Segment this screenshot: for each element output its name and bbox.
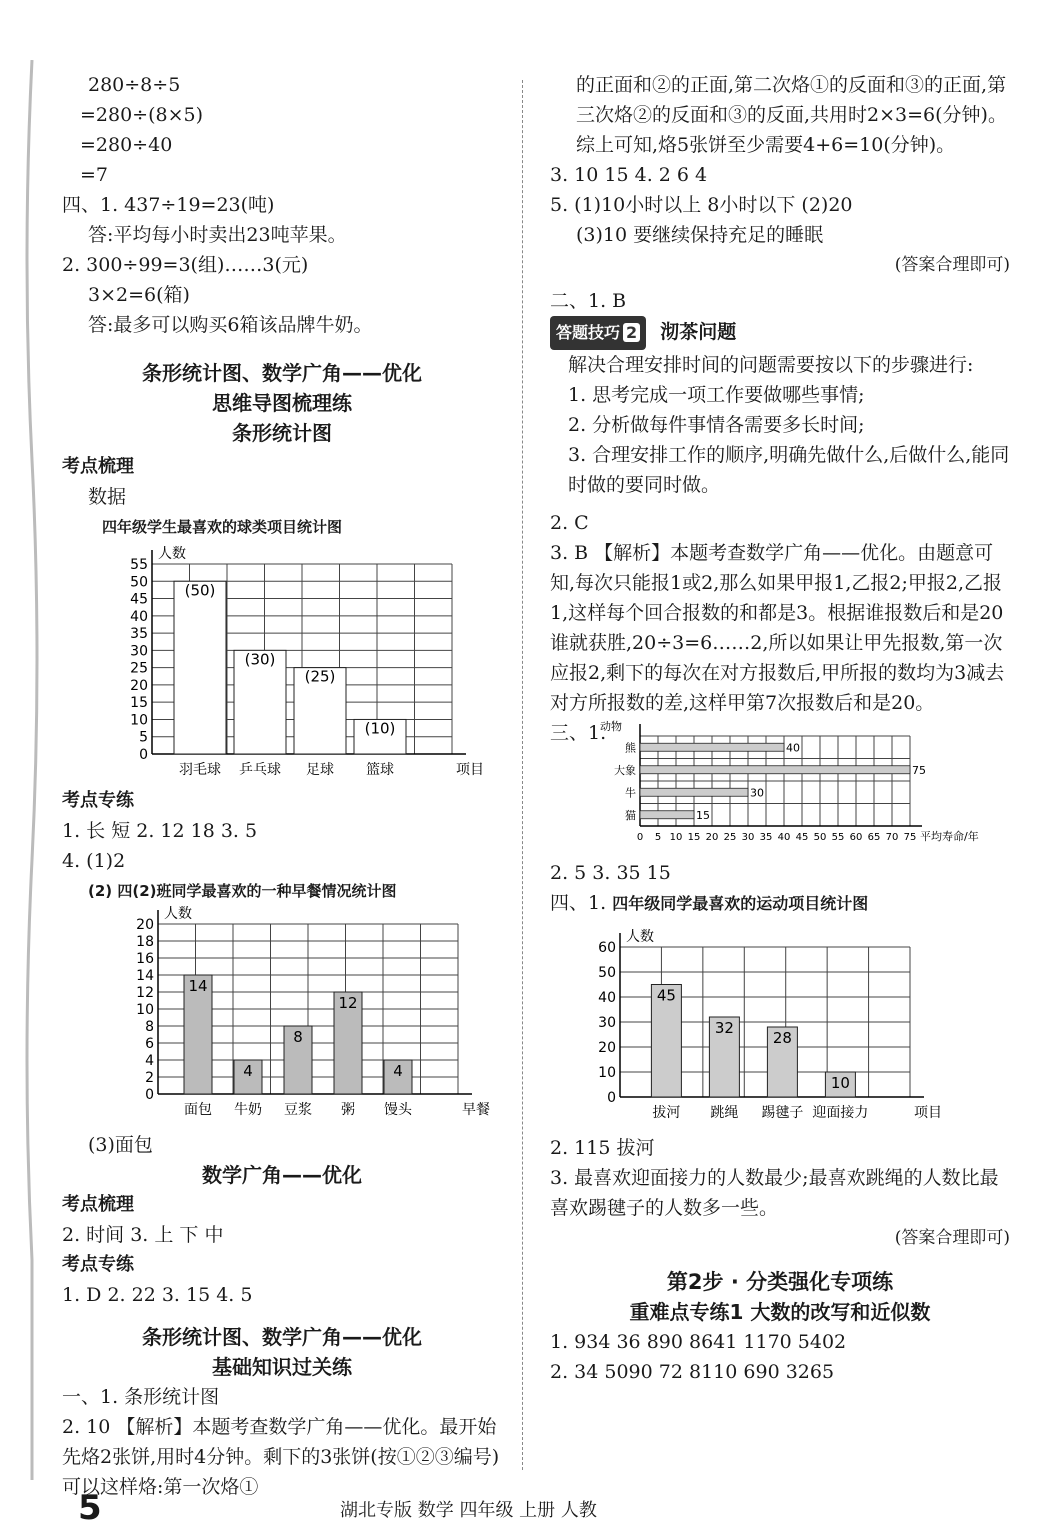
calc-line: 280÷8÷5 <box>88 74 181 96</box>
x-tick-label: 豆浆 <box>284 1102 312 1118</box>
data-label: 32 <box>714 1019 734 1037</box>
bar <box>174 581 226 754</box>
x-tick-label: 30 <box>741 832 755 843</box>
x-axis-label: 项目 <box>456 762 482 778</box>
answer-line: 三、1. <box>550 722 607 744</box>
y-tick-label: 16 <box>136 951 154 967</box>
y-tick-label: 40 <box>130 608 148 625</box>
x-tick-label: 粥 <box>341 1102 355 1118</box>
tip-header <box>550 316 1010 350</box>
answer-line: 四、1. 437÷19=23(吨) <box>62 194 275 216</box>
y-axis-label: 人数 <box>164 906 192 922</box>
data-label: 8 <box>293 1028 303 1046</box>
answer-line: 1. D 2. 22 3. 15 4. 5 <box>62 1284 253 1306</box>
answer-line: 2. 时间 3. 上 下 中 <box>62 1224 224 1246</box>
y-tick-label: 8 <box>145 1019 154 1035</box>
x-tick-label: 面包 <box>184 1102 212 1118</box>
section-title: 思维导图梳理练 <box>212 391 352 415</box>
answer-line: 3×2=6(箱) <box>88 284 190 306</box>
x-tick-label: 足球 <box>306 762 334 778</box>
x-tick-label: 70 <box>885 832 899 843</box>
y-tick-label: 15 <box>130 695 148 712</box>
data-label: (30) <box>244 650 276 669</box>
answer-line: 3. 10 15 4. 2 6 4 <box>550 164 708 186</box>
answer-line: (3)面包 <box>88 1134 153 1156</box>
section-title: 条形统计图 <box>232 421 332 445</box>
data-label: 10 <box>830 1074 850 1092</box>
y-tick-label: 50 <box>130 574 148 591</box>
y-tick-label: 25 <box>130 660 148 677</box>
y-tick-label: 熊 <box>625 741 636 755</box>
note: (答案合理即可) <box>894 255 1010 275</box>
page-number: 5 <box>78 1488 102 1528</box>
y-tick-label: 20 <box>130 677 148 694</box>
y-tick-label: 10 <box>130 712 148 729</box>
section-title: 条形统计图、数学广角——优化 <box>142 1325 422 1349</box>
column-divider <box>522 80 524 1470</box>
data-label: 15 <box>696 808 710 822</box>
answer-line: 5. (1)10小时以上 8小时以下 (2)20 <box>550 194 853 216</box>
x-tick-label: 篮球 <box>366 762 394 778</box>
y-tick-label: 20 <box>136 917 154 933</box>
x-tick-label: 45 <box>795 832 809 843</box>
x-tick-label: 75 <box>903 832 917 843</box>
y-tick-label: 4 <box>145 1053 154 1069</box>
chart-title: 四年级学生最喜欢的球类项目统计图 <box>102 518 343 536</box>
x-tick-label: 20 <box>705 832 719 843</box>
subsection-label: 考点专练 <box>62 790 134 811</box>
y-tick-label: 10 <box>598 1065 616 1081</box>
question-number: 四、1. <box>550 892 607 914</box>
data-label: 14 <box>188 977 208 995</box>
chart-title: 四年级同学最喜欢的运动项目统计图 <box>612 894 869 913</box>
x-tick-label: 牛奶 <box>234 1102 262 1118</box>
y-axis-label: 人数 <box>158 546 186 562</box>
x-tick-label: 5 <box>654 832 662 843</box>
y-tick-label: 45 <box>130 591 148 608</box>
answer-paragraph: 3. B 【解析】本题考查数学广角——优化。由题意可知,每次只能报1或2,那么如果甲报1,乙报2;甲报2,乙报1,这样每个回合报数的和都是3。根据谁报数后和是20谁就获胜,20÷3=6……2,所以如果让甲先报数,第一次应报2,剩下的每次在对方报数后,甲所报的数均为3减去对方所报数的差,这样甲第7次报数后和是20。 <box>550 542 1005 714</box>
data-label: 4 <box>393 1062 403 1080</box>
x-tick-label: 35 <box>759 832 773 843</box>
y-tick-label: 0 <box>145 1087 154 1103</box>
data-label: (25) <box>304 667 336 686</box>
x-axis-label: 项目 <box>914 1105 942 1121</box>
y-axis-label: 人数 <box>626 929 654 945</box>
answer-line: 二、1. B <box>550 290 627 312</box>
x-tick-label: 跳绳 <box>710 1105 739 1121</box>
bar <box>640 788 748 796</box>
tip-step: 3. 合理安排工作的顺序,明确先做什么,后做什么,能同时做的要同时做。 <box>568 444 1010 496</box>
y-tick-label: 10 <box>136 1002 154 1018</box>
x-tick-label: 羽毛球 <box>179 762 221 778</box>
calc-line: =280÷(8×5) <box>80 104 204 126</box>
answer-line: 4. (1)2 <box>62 850 126 872</box>
answer-paragraph: 3. 最喜欢迎面接力的人数最少;最喜欢跳绳的人数比最喜欢踢毽子的人数多一些。 <box>550 1167 999 1219</box>
answer-line: 2. C <box>550 512 589 534</box>
y-tick-label: 35 <box>130 626 148 643</box>
data-label: 28 <box>772 1029 792 1047</box>
tip-title: 沏茶问题 <box>660 321 737 343</box>
calc-line: =7 <box>80 164 109 186</box>
answer-line: 数据 <box>88 486 127 508</box>
page-edge-decoration <box>18 60 46 1480</box>
y-tick-label: 6 <box>145 1036 154 1052</box>
y-tick-label: 60 <box>598 940 616 956</box>
data-label: (10) <box>364 719 396 738</box>
bar <box>640 766 910 774</box>
section-title: 条形统计图、数学广角——优化 <box>142 361 422 385</box>
y-tick-label: 大象 <box>614 763 636 777</box>
y-tick-label: 30 <box>130 643 148 660</box>
y-axis-label: 动物 <box>600 720 622 733</box>
data-label: 30 <box>750 786 764 800</box>
chart-breakfast <box>62 906 502 1126</box>
tip-step: 2. 分析做每件事情各需要多长时间; <box>568 414 865 436</box>
data-label: 75 <box>912 763 926 777</box>
y-tick-label: 50 <box>598 965 616 981</box>
chart-animal-lifespan <box>570 714 1010 854</box>
answer-line: 答:平均每小时卖出23吨苹果。 <box>88 224 347 246</box>
tip-badge-number: 2 <box>623 323 640 342</box>
answer-line: 答:最多可以购买6箱该品牌牛奶。 <box>88 314 373 336</box>
y-tick-label: 牛 <box>625 786 636 800</box>
tip-badge <box>550 316 646 350</box>
subsection-label: 考点梳理 <box>62 1194 134 1215</box>
footer-text: 湖北专版 数学 四年级 上册 人教 <box>340 1500 597 1521</box>
answer-paragraph: 的正面和②的正面,第二次烙①的反面和③的正面,第三次烙②的反面和③的反面,共用时2×3=6(分钟)。综上可知,烙5张饼至少需要4+6=10(分钟)。 <box>576 74 1007 156</box>
answer-line: 1. 长 短 2. 12 18 3. 5 <box>62 820 258 842</box>
chart-title: (2) 四(2)班同学最喜欢的一种早餐情况统计图 <box>88 882 397 900</box>
chart-sports <box>550 919 970 1129</box>
x-tick-label: 60 <box>849 832 863 843</box>
data-label: 45 <box>656 986 676 1005</box>
answer-line: 2. 5 3. 35 15 <box>550 862 671 884</box>
y-tick-label: 0 <box>139 747 148 763</box>
subsection-label: 考点专练 <box>62 1254 134 1275</box>
x-axis-label: 早餐 <box>462 1102 490 1118</box>
x-tick-label: 40 <box>777 832 791 843</box>
y-tick-label: 20 <box>598 1040 616 1056</box>
y-tick-label: 猫 <box>625 808 636 822</box>
answer-line: 1. 934 36 890 8641 1170 5402 <box>550 1331 847 1353</box>
data-label: 4 <box>243 1062 253 1080</box>
y-tick-label: 30 <box>598 1015 616 1031</box>
left-column <box>62 70 502 1502</box>
tip-badge-label: 答题技巧 <box>556 323 621 342</box>
y-tick-label: 40 <box>598 990 616 1006</box>
y-tick-label: 12 <box>136 985 154 1001</box>
x-tick-label: 迎面接力 <box>812 1105 869 1121</box>
section-title: 基础知识过关练 <box>212 1355 352 1379</box>
x-tick-label: 拔河 <box>652 1105 681 1121</box>
calc-line: =280÷40 <box>80 134 173 156</box>
answer-paragraph: 2. 10 【解析】本题考查数学广角——优化。最开始先烙2张饼,用时4分钟。剩下的3张饼(按①②③编号)可以这样烙:第一次烙① <box>62 1416 500 1498</box>
answer-line: (3)10 要继续保持充足的睡眠 <box>576 224 824 246</box>
y-tick-label: 2 <box>145 1070 154 1086</box>
x-tick-label: 0 <box>636 832 644 843</box>
data-label: 12 <box>338 994 358 1012</box>
x-tick-label: 50 <box>813 832 827 843</box>
x-tick-label: 10 <box>669 832 683 843</box>
x-tick-label: 踢毽子 <box>761 1105 804 1121</box>
bar <box>640 811 694 819</box>
y-tick-label: 14 <box>136 968 154 984</box>
y-tick-label: 55 <box>130 557 148 573</box>
section-title: 数学广角——优化 <box>202 1163 362 1187</box>
y-tick-label: 18 <box>136 934 154 950</box>
x-tick-label: 15 <box>687 832 701 843</box>
x-axis-label: 平均寿命/年 <box>920 830 979 843</box>
bar <box>640 743 784 751</box>
answer-line: 2. 300÷99=3(组)……3(元) <box>62 254 309 276</box>
answer-line: 2. 115 拔河 <box>550 1137 655 1159</box>
step-title: 第2步 · 分类强化专项练 <box>666 1270 894 1294</box>
x-tick-label: 25 <box>723 832 737 843</box>
answer-line: 2. 34 5090 72 8110 690 3265 <box>550 1361 835 1383</box>
chart-ball-sports <box>62 542 482 782</box>
x-tick-label: 乒乓球 <box>239 762 281 778</box>
subsection-label: 考点梳理 <box>62 456 134 477</box>
x-tick-label: 55 <box>831 832 845 843</box>
y-tick-label: 5 <box>139 729 148 746</box>
note: (答案合理即可) <box>894 1228 1010 1248</box>
step-subtitle: 重难点专练1 大数的改写和近似数 <box>629 1300 931 1324</box>
right-column <box>550 70 1010 1387</box>
chart-header <box>550 888 1010 919</box>
data-label: 40 <box>786 741 800 755</box>
x-tick-label: 馒头 <box>384 1102 412 1118</box>
tip-step: 1. 思考完成一项工作要做哪些事情; <box>568 384 865 406</box>
data-label: (50) <box>184 581 216 600</box>
answer-line: 一、1. 条形统计图 <box>62 1386 220 1408</box>
y-tick-label: 0 <box>607 1090 616 1106</box>
x-tick-label: 65 <box>867 832 881 843</box>
tip-text: 解决合理安排时间的问题需要按以下的步骤进行: <box>568 354 974 376</box>
